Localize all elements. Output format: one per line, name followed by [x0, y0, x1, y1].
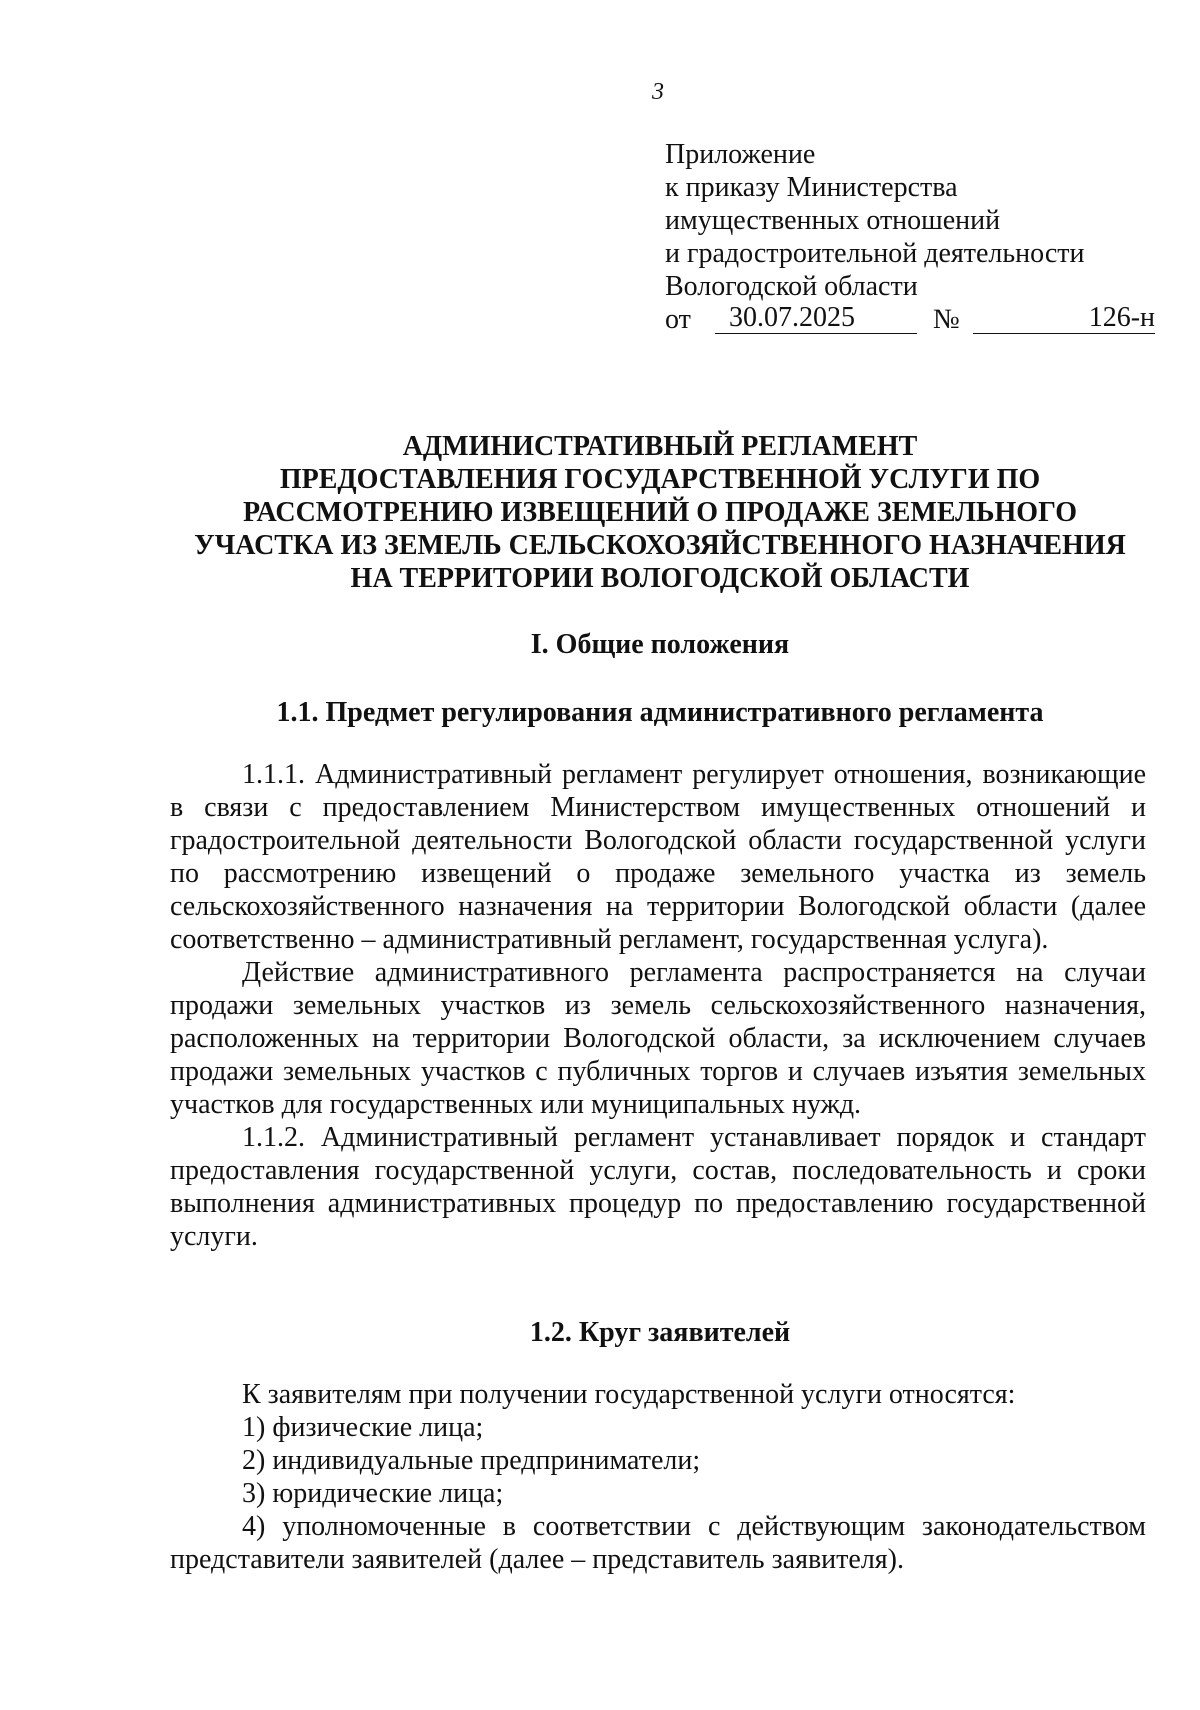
title-line: ПРЕДОСТАВЛЕНИЯ ГОСУДАРСТВЕННОЙ УСЛУГИ ПО — [279, 464, 1041, 495]
subsection-1-2-body — [170, 1378, 1146, 1576]
appendix-block — [665, 138, 1165, 339]
list-item: 3) юридические лица; — [242, 1478, 504, 1509]
page-number: 3 — [652, 79, 664, 105]
order-from-label: от — [665, 304, 691, 335]
list-item: 4) уполномоченные в соответствии с действующим законодательством представители заявителей (далее – представитель заявителя). — [170, 1511, 1146, 1575]
title-line: НА ТЕРРИТОРИИ ВОЛОГОДСКОЙ ОБЛАСТИ — [350, 563, 970, 594]
title-line: АДМИНИСТРАТИВНЫЙ РЕГЛАМЕНТ — [402, 431, 918, 462]
title-line: УЧАСТКА ИЗ ЗЕМЕЛЬ СЕЛЬСКОХОЗЯЙСТВЕННОГО НАЗНАЧЕНИЯ — [194, 530, 1126, 561]
order-date-number-line — [665, 303, 1165, 339]
subsection-heading: 1.2. Круг заявителей — [529, 1317, 791, 1348]
appendix-line: и градостроительной деятельности — [665, 238, 1085, 269]
appendix-line: к приказу Министерства — [665, 172, 958, 203]
appendix-line: имущественных отношений — [665, 205, 1001, 236]
order-number-label: № — [933, 304, 960, 335]
subsection-heading: 1.1. Предмет регулирования административного регламента — [276, 697, 1044, 728]
paragraph: Действие административного регламента распространяется на случаи продажи земельных участков из земель сельскохозяйственного назначения, расположенных на территории Вологодской области, за исключением случаев продажи земельных участков с публичных торгов и случаев изъятия земельных участков для государственных или муниципальных нужд. — [170, 957, 1146, 1120]
list-item: 1) физические лица; — [242, 1412, 484, 1443]
paragraph: К заявителям при получении государственной услуги относятся: — [242, 1379, 1016, 1410]
list-item: 2) индивидуальные предприниматели; — [242, 1445, 701, 1476]
appendix-line: Вологодской области — [665, 271, 918, 302]
section-heading: I. Общие положения — [530, 629, 790, 660]
paragraph: 1.1.1. Административный регламент регулирует отношения, возникающие в связи с предоставлением Министерством имущественных отношений и градостроительной деятельности Вологодской области государственной услуги по рассмотрению извещений о продаже земельного участка из земель сельскохозяйственного назначения на территории Вологодской области (далее соответственно – административный регламент, государственная услуга). — [170, 759, 1146, 955]
document-title — [160, 430, 1160, 595]
title-line: РАССМОТРЕНИЮ ИЗВЕЩЕНИЙ О ПРОДАЖЕ ЗЕМЕЛЬНОГО — [243, 497, 1077, 528]
order-date: 30.07.2025 — [715, 303, 917, 334]
subsection-1-1-body — [170, 758, 1146, 1253]
paragraph: 1.1.2. Административный регламент устанавливает порядок и стандарт предоставления государственной услуги, состав, последовательность и сроки выполнения административных процедур по предоставлению государственной услуги. — [170, 1122, 1146, 1252]
appendix-line: Приложение — [665, 139, 816, 170]
order-number: 126-н — [973, 303, 1155, 334]
